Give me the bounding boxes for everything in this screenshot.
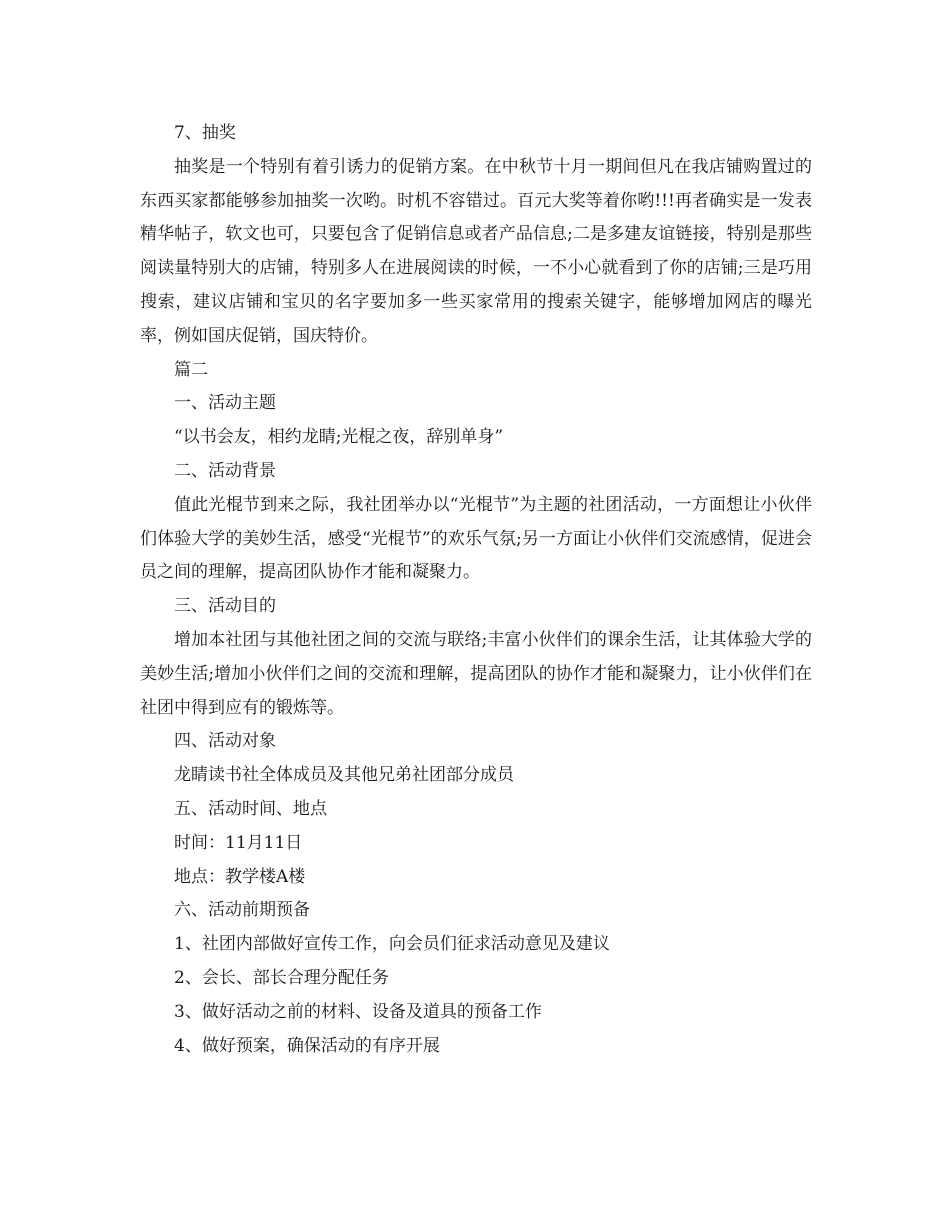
theme-quote: “以书会友，相约龙睛;光棍之夜，辞别单身”: [174, 427, 504, 448]
list-item: 1、社团内部做好宣传工作，向会员们征求活动意见及建议: [174, 934, 610, 955]
body-paragraph-background: 值此光棍节到来之际，我社团举办以“光棍节”为主题的社团活动，一方面想让小伙伴们体验大学的美妙生活，感受“光棍节”的欢乐气氛;另一方面让小伙伴们交流感情，促进会员之间的理解，提高团队协作才能和凝聚力。: [140, 494, 812, 583]
body-paragraph-audience: 龙睛读书社全体成员及其他兄弟社团部分成员: [174, 765, 514, 786]
body-paragraph-lottery: 抽奖是一个特别有着引诱力的促销方案。在中秋节十月一期间但凡在我店铺购置过的东西买家都能够参加抽奖一次哟。时机不容错过。百元大奖等着你哟!!!再者确实是一发表精华帖子，软文也可，只要包含了促销信息或者产品信息;二是多建友谊链接，特别是那些阅读量特别大的店铺，特别多人在进展阅读的时候，一不小心就看到了你的店铺;三是巧用搜索，建议店铺和宝贝的名字要加多一些买家常用的搜索关键字，能够增加网店的曝光率，例如国庆促销，国庆特价。: [140, 156, 812, 346]
section-heading-time-place: 五、活动时间、地点: [174, 798, 327, 819]
section-heading-background: 二、活动背景: [174, 460, 276, 481]
list-item: 2、会长、部长合理分配任务: [174, 967, 389, 988]
list-item: 4、做好预案，确保活动的有序开展: [174, 1035, 440, 1056]
section-heading-theme: 一、活动主题: [174, 393, 276, 414]
section-heading-preparation: 六、活动前期预备: [174, 900, 310, 921]
document-body: [140, 117, 812, 1063]
list-item: 3、做好活动之前的材料、设备及道具的预备工作: [174, 1001, 542, 1022]
event-location: 地点：教学楼A楼: [174, 866, 306, 887]
chapter-heading: 篇二: [174, 359, 208, 380]
body-paragraph-purpose: 增加本社团与其他社团之间的交流与联络;丰富小伙伴们的课余生活，让其体验大学的美妙生活;增加小伙伴们之间的交流和理解，提高团队的协作才能和凝聚力，让小伙伴们在社团中得到应有的锻炼等。: [140, 629, 812, 718]
section-heading-purpose: 三、活动目的: [174, 596, 276, 617]
event-time: 时间：11月11日: [174, 832, 303, 853]
section-heading-audience: 四、活动对象: [174, 731, 276, 752]
section-heading-lottery: 7、抽奖: [174, 123, 236, 143]
